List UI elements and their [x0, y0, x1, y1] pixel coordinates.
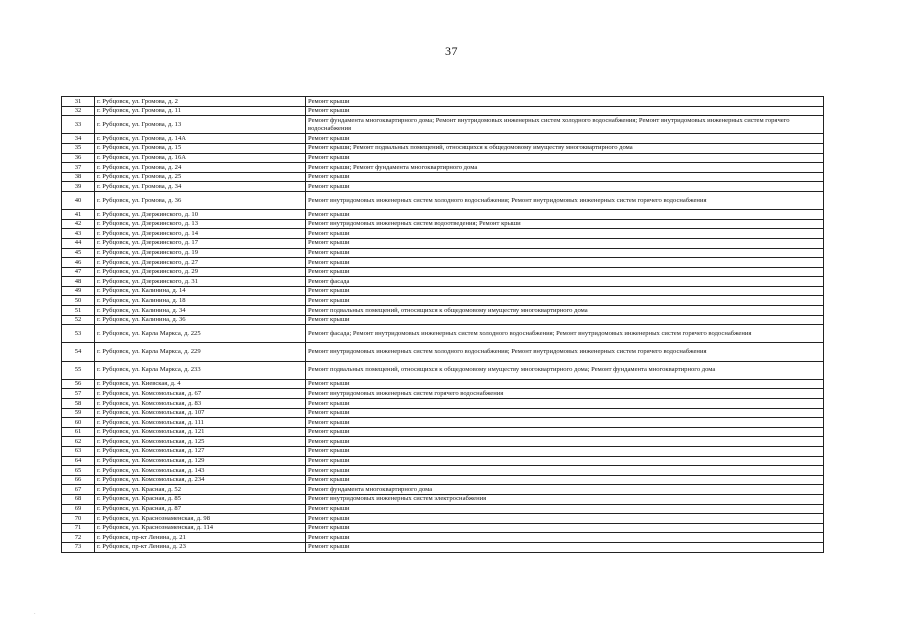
row-address: г. Рубцовск, ул. Дзержинского, д. 14: [95, 229, 306, 239]
row-address: г. Рубцовск, ул. Громова, д. 11: [95, 106, 306, 116]
row-address: г. Рубцовск, ул. Громова, д. 14А: [95, 134, 306, 144]
row-number: 36: [62, 153, 95, 163]
table-row: [62, 379, 824, 389]
table-row: [62, 219, 824, 229]
row-work-type: Ремонт крыши: [306, 475, 824, 485]
row-work-type: Ремонт крыши: [306, 210, 824, 220]
row-number: 69: [62, 504, 95, 514]
row-address: г. Рубцовск, ул. Комсомольская, д. 143: [95, 466, 306, 476]
row-address: г. Рубцовск, ул. Калинина, д. 18: [95, 296, 306, 306]
row-work-type: Ремонт крыши: [306, 418, 824, 428]
table-row: [62, 238, 824, 248]
row-number: 45: [62, 248, 95, 258]
table-row: [62, 475, 824, 485]
row-work-type: Ремонт крыши: [306, 97, 824, 107]
row-number: 43: [62, 229, 95, 239]
row-address: г. Рубцовск, ул. Громова, д. 36: [95, 191, 306, 209]
table-row: [62, 267, 824, 277]
row-address: г. Рубцовск, ул. Калинина, д. 14: [95, 286, 306, 296]
table-row: [62, 229, 824, 239]
table-row: [62, 182, 824, 192]
row-address: г. Рубцовск, ул. Калинина, д. 36: [95, 315, 306, 325]
registry-body: [62, 97, 824, 553]
row-work-type: Ремонт внутридомовых инженерных систем электроснабжения: [306, 494, 824, 504]
row-address: г. Рубцовск, ул. Красная, д. 87: [95, 504, 306, 514]
row-work-type: Ремонт крыши: [306, 399, 824, 409]
row-work-type: Ремонт крыши: [306, 533, 824, 543]
table-row: [62, 418, 824, 428]
row-number: 67: [62, 485, 95, 495]
table-row: [62, 153, 824, 163]
row-number: 32: [62, 106, 95, 116]
row-number: 58: [62, 399, 95, 409]
table-row: [62, 106, 824, 116]
row-address: г. Рубцовск, пр-кт Ленина, д. 23: [95, 542, 306, 552]
row-work-type: Ремонт крыши: [306, 172, 824, 182]
row-work-type: Ремонт крыши: [306, 514, 824, 524]
row-number: 64: [62, 456, 95, 466]
row-number: 46: [62, 258, 95, 268]
row-address: г. Рубцовск, ул. Карла Маркса, д. 229: [95, 343, 306, 361]
table-row: [62, 466, 824, 476]
row-work-type: Ремонт крыши: [306, 446, 824, 456]
row-number: 35: [62, 143, 95, 153]
row-address: г. Рубцовск, ул. Комсомольская, д. 234: [95, 475, 306, 485]
row-number: 73: [62, 542, 95, 552]
row-work-type: Ремонт подвальных помещений, относящихся к общедомовому имуществу многоквартирного дома; Ремонт фундамента многоквартирного дома: [306, 361, 824, 379]
row-address: г. Рубцовск, ул. Дзержинского, д. 29: [95, 267, 306, 277]
row-number: 31: [62, 97, 95, 107]
table-row: [62, 533, 824, 543]
row-address: г. Рубцовск, ул. Дзержинского, д. 10: [95, 210, 306, 220]
row-number: 39: [62, 182, 95, 192]
row-address: г. Рубцовск, ул. Комсомольская, д. 121: [95, 427, 306, 437]
row-number: 72: [62, 533, 95, 543]
row-work-type: Ремонт крыши: [306, 379, 824, 389]
row-work-type: Ремонт внутридомовых инженерных систем горячего водоснабжения: [306, 389, 824, 399]
row-work-type: Ремонт фундамента многоквартирного дома: [306, 485, 824, 495]
row-address: г. Рубцовск, ул. Громова, д. 24: [95, 163, 306, 173]
table-row: [62, 446, 824, 456]
table-row: [62, 456, 824, 466]
row-work-type: Ремонт крыши: [306, 523, 824, 533]
table-row: [62, 163, 824, 173]
table-row: [62, 143, 824, 153]
row-address: г. Рубцовск, ул. Комсомольская, д. 129: [95, 456, 306, 466]
row-number: 47: [62, 267, 95, 277]
row-work-type: Ремонт крыши: [306, 408, 824, 418]
table-row: [62, 210, 824, 220]
table-row: [62, 191, 824, 209]
row-number: 62: [62, 437, 95, 447]
row-work-type: Ремонт крыши: [306, 437, 824, 447]
row-number: 66: [62, 475, 95, 485]
row-work-type: Ремонт фасада; Ремонт внутридомовых инженерных систем холодного водоснабжения; Ремонт внутридомовых инженерных систем горячего водоснабжения: [306, 325, 824, 343]
row-address: г. Рубцовск, ул. Краснознаменская, д. 114: [95, 523, 306, 533]
row-number: 60: [62, 418, 95, 428]
row-number: 59: [62, 408, 95, 418]
row-address: г. Рубцовск, ул. Громова, д. 16А: [95, 153, 306, 163]
row-work-type: Ремонт крыши: [306, 286, 824, 296]
page-number: 37: [445, 44, 458, 58]
table-row: [62, 172, 824, 182]
row-number: 38: [62, 172, 95, 182]
row-work-type: Ремонт крыши: [306, 427, 824, 437]
row-address: г. Рубцовск, ул. Комсомольская, д. 125: [95, 437, 306, 447]
row-address: г. Рубцовск, ул. Краснознаменская, д. 98: [95, 514, 306, 524]
row-work-type: Ремонт крыши: [306, 456, 824, 466]
row-work-type: Ремонт внутридомовых инженерных систем холодного водоснабжения; Ремонт внутридомовых инженерных систем горячего водоснабжения: [306, 191, 824, 209]
table-row: [62, 504, 824, 514]
row-work-type: Ремонт крыши: [306, 229, 824, 239]
table-row: [62, 325, 824, 343]
row-address: г. Рубцовск, ул. Громова, д. 13: [95, 116, 306, 134]
row-address: г. Рубцовск, ул. Дзержинского, д. 13: [95, 219, 306, 229]
table-row: [62, 427, 824, 437]
repair-registry-table: [61, 96, 824, 553]
row-work-type: Ремонт внутридомовых инженерных систем водоотведения; Ремонт крыши: [306, 219, 824, 229]
table-row: [62, 258, 824, 268]
row-number: 52: [62, 315, 95, 325]
row-work-type: Ремонт крыши: [306, 248, 824, 258]
row-address: г. Рубцовск, ул. Калинина, д. 34: [95, 306, 306, 316]
row-number: 40: [62, 191, 95, 209]
row-work-type: Ремонт крыши: [306, 153, 824, 163]
row-work-type: Ремонт крыши: [306, 504, 824, 514]
row-number: 33: [62, 116, 95, 134]
row-number: 44: [62, 238, 95, 248]
row-number: 50: [62, 296, 95, 306]
table-row: [62, 248, 824, 258]
row-number: 57: [62, 389, 95, 399]
table-row: [62, 134, 824, 144]
table-row: [62, 399, 824, 409]
row-number: 65: [62, 466, 95, 476]
row-address: г. Рубцовск, ул. Громова, д. 2: [95, 97, 306, 107]
row-number: 51: [62, 306, 95, 316]
row-address: г. Рубцовск, ул. Дзержинского, д. 27: [95, 258, 306, 268]
row-address: г. Рубцовск, пр-кт Ленина, д. 21: [95, 533, 306, 543]
row-work-type: Ремонт крыши: [306, 466, 824, 476]
row-number: 71: [62, 523, 95, 533]
table-row: [62, 361, 824, 379]
row-address: г. Рубцовск, ул. Громова, д. 25: [95, 172, 306, 182]
row-work-type: Ремонт крыши: [306, 296, 824, 306]
table-row: [62, 306, 824, 316]
row-number: 63: [62, 446, 95, 456]
row-work-type: Ремонт крыши: [306, 106, 824, 116]
row-address: г. Рубцовск, ул. Карла Маркса, д. 233: [95, 361, 306, 379]
row-number: 55: [62, 361, 95, 379]
row-address: г. Рубцовск, ул. Комсомольская, д. 107: [95, 408, 306, 418]
row-work-type: Ремонт фасада: [306, 277, 824, 287]
row-number: 70: [62, 514, 95, 524]
row-address: г. Рубцовск, ул. Комсомольская, д. 127: [95, 446, 306, 456]
row-number: 56: [62, 379, 95, 389]
table-row: [62, 277, 824, 287]
table-row: [62, 286, 824, 296]
row-number: 61: [62, 427, 95, 437]
table-row: [62, 343, 824, 361]
scan-corner-mark: ·: [34, 612, 36, 617]
row-address: г. Рубцовск, ул. Дзержинского, д. 19: [95, 248, 306, 258]
row-work-type: Ремонт крыши: [306, 258, 824, 268]
row-address: г. Рубцовск, ул. Комсомольская, д. 83: [95, 399, 306, 409]
row-address: г. Рубцовск, ул. Дзержинского, д. 31: [95, 277, 306, 287]
row-number: 41: [62, 210, 95, 220]
table-row: [62, 389, 824, 399]
row-number: 37: [62, 163, 95, 173]
row-number: 53: [62, 325, 95, 343]
row-number: 42: [62, 219, 95, 229]
row-address: г. Рубцовск, ул. Дзержинского, д. 17: [95, 238, 306, 248]
table-row: [62, 494, 824, 504]
table-row: [62, 296, 824, 306]
row-work-type: Ремонт крыши: [306, 182, 824, 192]
row-number: 54: [62, 343, 95, 361]
row-number: 34: [62, 134, 95, 144]
table-row: [62, 408, 824, 418]
row-work-type: Ремонт крыши: [306, 267, 824, 277]
table-row: [62, 542, 824, 552]
row-number: 68: [62, 494, 95, 504]
row-number: 49: [62, 286, 95, 296]
table-row: [62, 116, 824, 134]
row-work-type: Ремонт крыши; Ремонт фундамента многоквартирного дома: [306, 163, 824, 173]
table-row: [62, 514, 824, 524]
table-row: [62, 315, 824, 325]
table-row: [62, 485, 824, 495]
row-work-type: Ремонт крыши; Ремонт подвальных помещений, относящихся к общедомовому имуществу многоквартирного дома: [306, 143, 824, 153]
table-row: [62, 97, 824, 107]
table-row: [62, 437, 824, 447]
row-work-type: Ремонт подвальных помещений, относящихся к общедомовому имуществу многоквартирного дома: [306, 306, 824, 316]
row-address: г. Рубцовск, ул. Киевская, д. 4: [95, 379, 306, 389]
row-work-type: Ремонт крыши: [306, 542, 824, 552]
row-address: г. Рубцовск, ул. Громова, д. 15: [95, 143, 306, 153]
row-work-type: Ремонт внутридомовых инженерных систем холодного водоснабжения; Ремонт внутридомовых инженерных систем горячего водоснабжения: [306, 343, 824, 361]
row-work-type: Ремонт крыши: [306, 134, 824, 144]
row-address: г. Рубцовск, ул. Красная, д. 85: [95, 494, 306, 504]
row-address: г. Рубцовск, ул. Комсомольская, д. 67: [95, 389, 306, 399]
row-number: 48: [62, 277, 95, 287]
row-address: г. Рубцовск, ул. Карла Маркса, д. 225: [95, 325, 306, 343]
table-row: [62, 523, 824, 533]
row-address: г. Рубцовск, ул. Комсомольская, д. 111: [95, 418, 306, 428]
row-work-type: Ремонт крыши: [306, 315, 824, 325]
row-work-type: Ремонт крыши: [306, 238, 824, 248]
row-address: г. Рубцовск, ул. Громова, д. 34: [95, 182, 306, 192]
row-address: г. Рубцовск, ул. Красная, д. 52: [95, 485, 306, 495]
row-work-type: Ремонт фундамента многоквартирного дома; Ремонт внутридомовых инженерных систем холодного водоснабжения; Ремонт внутридомовых инженерных систем горячего водоснабжения: [306, 116, 824, 134]
